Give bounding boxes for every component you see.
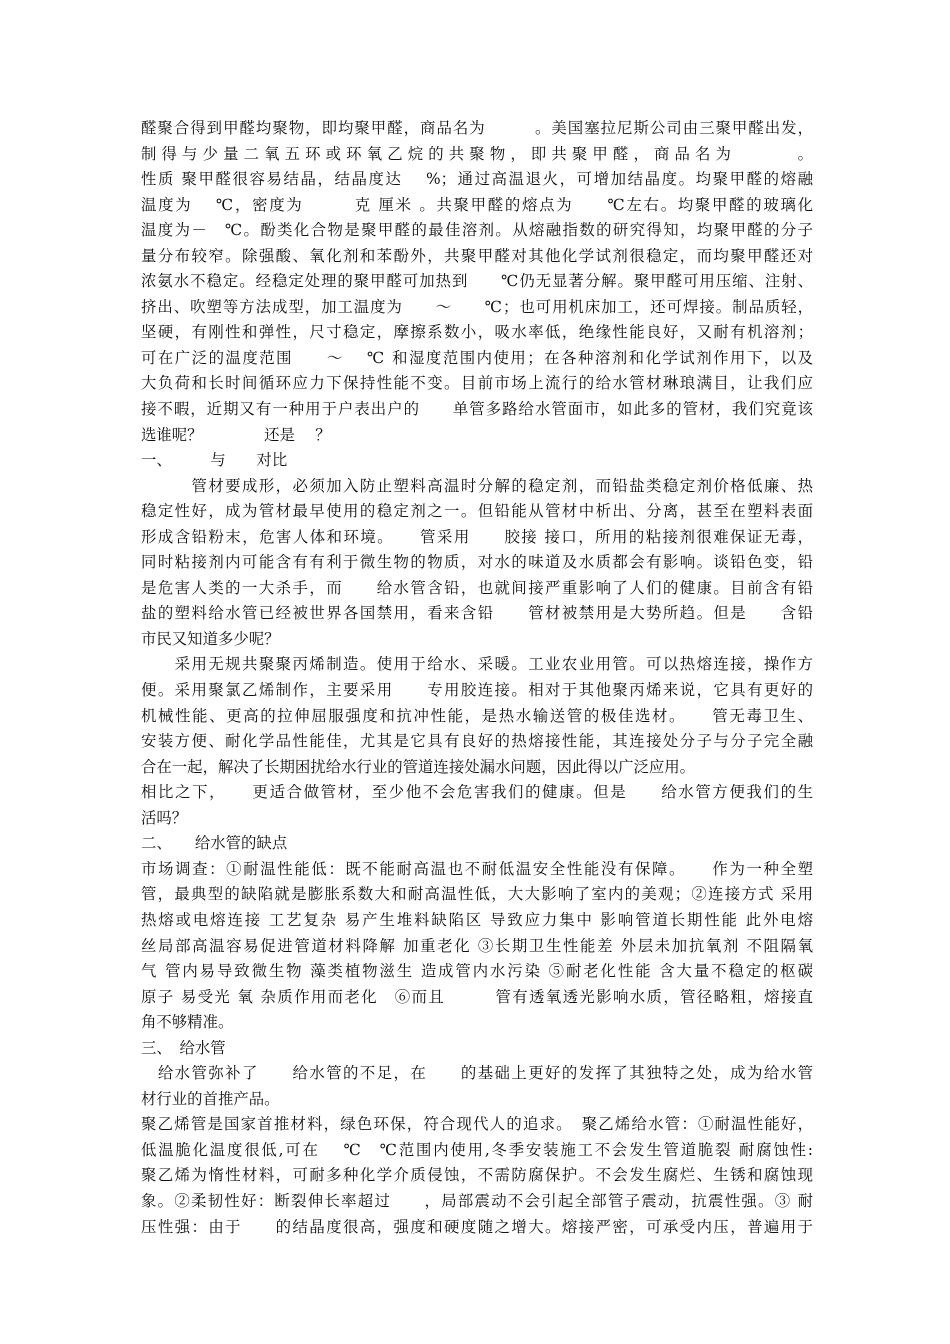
- text-line: 二、 给水管的缺点: [141, 834, 288, 853]
- text-line: 机械性能、更高的拉伸屈服强度和抗冲性能，是热水输送管的极佳选材。 管无毒卫生、: [141, 706, 813, 725]
- text-line: 是危害人类的一大杀手，而 给水管含铅，也就间接严重影响了人们的健康。目前含有铅: [141, 578, 813, 597]
- text-line: 便。采用聚氯乙烯制作，主要采用 专用胶连接。相对于其他聚丙烯来说，它具有更好的: [141, 681, 813, 700]
- text-line: 性质 聚甲醛很容易结晶，结晶度达 %；通过高温退火，可增加结晶度。均聚甲醛的熔融: [141, 170, 813, 189]
- text-line: 合在一起，解决了长期困扰给水行业的管道连接处漏水问题，因此得以广泛应用。: [141, 757, 696, 776]
- text-line: 稳定性好，成为管材最早使用的稳定剂之一。但铅能从管材中析出、分离，甚至在塑料表面: [141, 502, 813, 521]
- text-line: 制得与少量二氧五环或环氧乙烷的共聚物，即共聚甲醛，商品名为 。: [141, 144, 813, 163]
- text-line: 管材要成形，必须加入防止塑料高温时分解的稳定剂，而铅盐类稳定剂价格低廉、热: [141, 476, 813, 495]
- text-line: 低温脆化温度很低,可在 ℃ ℃范围内使用,冬季安装施工不会发生管道脆裂 耐腐蚀性:: [141, 1140, 813, 1159]
- text-line: 给水管弥补了 给水管的不足，在 的基础上更好的发挥了其独特之处，成为给水管: [141, 1064, 813, 1083]
- text-line: 接不暇，近期又有一种用于户表出户的 单管多路给水管面市，如此多的管材，我们究竟该: [141, 400, 813, 419]
- text-line: 采用无规共聚聚丙烯制造。使用于给水、采暖。工业农业用管。可以热熔连接，操作方: [141, 655, 813, 674]
- text-line: 聚乙烯管是国家首推材料，绿色环保，符合现代人的追求。 聚乙烯给水管：①耐温性能好，: [141, 1115, 813, 1134]
- text-line: 角不够精准。: [141, 1013, 234, 1032]
- text-line: 聚乙烯为惰性材料，可耐多种化学介质侵蚀，不需防腐保护。不会发生腐烂、生锈和腐蚀现: [141, 1166, 813, 1185]
- text-line: 浓氨水不稳定。经稳定处理的聚甲醛可加热到 ℃仍无显著分解。聚甲醛可用压缩、注射、: [141, 272, 813, 291]
- text-line: 醛聚合得到甲醛均聚物，即均聚甲醛，商品名为 。美国塞拉尼斯公司由三聚甲醛出发，: [141, 119, 813, 137]
- text-line: 坚硬，有刚性和弹性，尺寸稳定，摩擦系数小，吸水率低，绝缘性能良好，又耐有机溶剂；: [141, 323, 813, 342]
- document-page: [141, 116, 813, 1240]
- text-line: 盐的塑料给水管已经被世界各国禁用，看来含铅 管材被禁用是大势所趋。但是 含铅: [141, 604, 813, 623]
- text-line: 形成含铅粉末，危害人体和环境。 管采用 胶接 接口，所用的粘接剂很难保证无毒，: [141, 527, 813, 546]
- text-line: 大负荷和长时间循环应力下保持性能不变。目前市场上流行的给水管材琳琅满目，让我们应: [141, 374, 813, 393]
- text-line: 材行业的首推产品。: [141, 1089, 280, 1108]
- text-line: 气 管内易导致微生物 藻类植物滋生 造成管内水污染 ⑤耐老化性能 含大量不稳定的枢碳: [141, 962, 813, 981]
- text-line: 相比之下， 更适合做管材，至少他不会危害我们的健康。但是 给水管方便我们的生: [141, 783, 813, 802]
- text-line: 温度为－ ℃。酚类化合物是聚甲醛的最佳溶剂。从熔融指数的研究得知，均聚甲醛的分子: [141, 221, 813, 240]
- text-line: 量分布较窄。除强酸、氧化剂和苯酚外，共聚甲醛对其他化学试剂很稳定，而均聚甲醛还对: [141, 246, 813, 265]
- text-line: 可在广泛的温度范围 ～ ℃ 和湿度范围内使用；在各种溶剂和化学试剂作用下，以及: [141, 348, 813, 367]
- text-line: 温度为 ℃，密度为 克 厘米 。共聚甲醛的熔点为 ℃左右。均聚甲醛的玻璃化: [141, 195, 813, 214]
- text-line: 一、 与 对比: [141, 451, 288, 470]
- text-line: 同时粘接剂内可能含有有利于微生物的物质，对水的味道及水质都会有影响。谈铅色变，铅: [141, 553, 813, 572]
- text-line: 丝局部高温容易促进管道材料降解 加重老化 ③长期卫生性能差 外层未加抗氧剂 不阻隔氧: [141, 936, 813, 955]
- text-line: 原子 易受光 氧 杂质作用而老化 ⑥而且 管有透氧透光影响水质，管径略粗，熔接直: [141, 987, 813, 1006]
- text-line: 压性强：由于 的结晶度很高，强度和硬度随之增大。熔接严密，可承受内压，普遍用于: [141, 1217, 813, 1236]
- text-line: 市民又知道多少呢？: [141, 629, 280, 648]
- text-line: 活吗？: [141, 808, 188, 827]
- text-line: 选谁呢？ 还是 ？: [141, 425, 331, 444]
- text-line: 管，最典型的缺陷就是膨胀系数大和耐高温性低，大大影响了室内的美观；②连接方式 采用: [141, 885, 813, 904]
- text-line: 安装方便、耐化学品性能佳，尤其是它具有良好的热熔接性能，其连接处分子与分子完全融: [141, 732, 813, 751]
- text-line: 热熔或电熔连接 工艺复杂 易产生堆料缺陷区 导致应力集中 影响管道长期性能 此外电熔: [141, 910, 813, 929]
- text-line: 三、 给水管: [141, 1038, 226, 1057]
- text-line: 挤出、吹塑等方法成型，加工温度为 ～ ℃；也可用机床加工，还可焊接。制品质轻，: [141, 297, 813, 316]
- text-line: 象。②柔韧性好：断裂伸长率超过 ，局部震动不会引起全部管子震动，抗震性强。③ 耐: [141, 1191, 813, 1210]
- text-line: 市场调查：①耐温性能低：既不能耐高温也不耐低温安全性能没有保障。 作为一种全塑: [141, 859, 813, 878]
